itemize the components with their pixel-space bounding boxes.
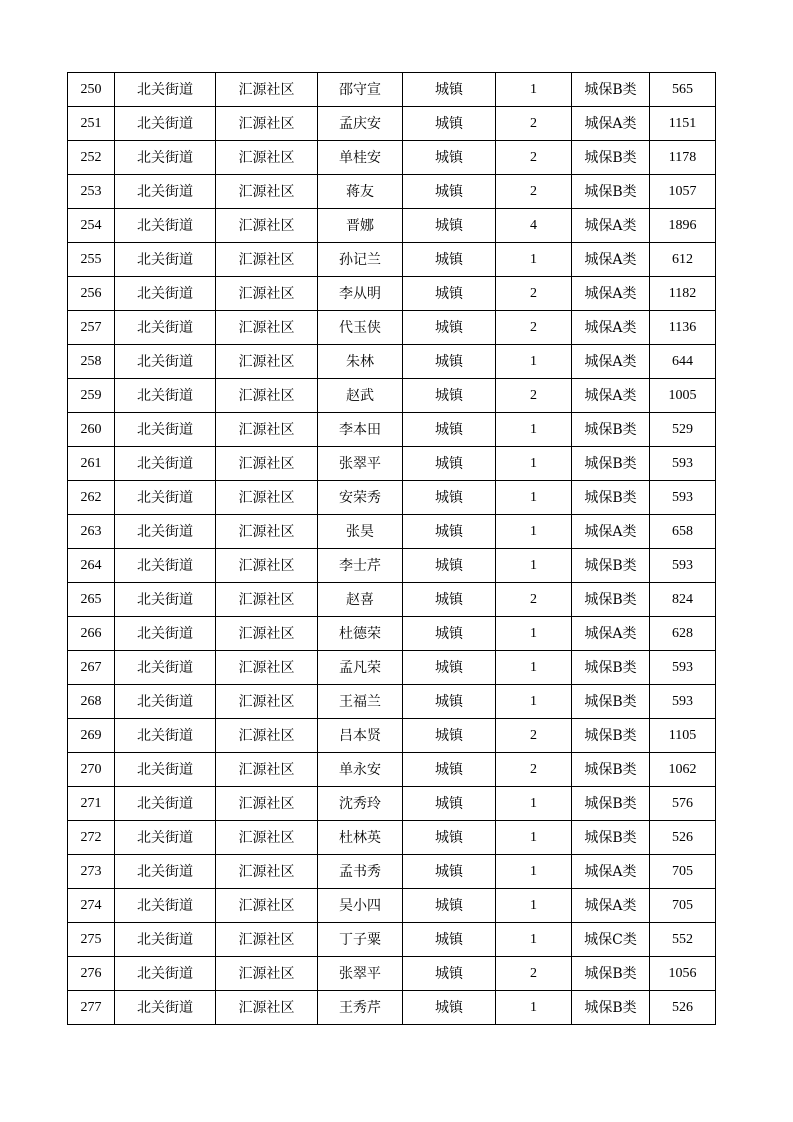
serial-number-cell: 262: [68, 481, 115, 515]
insurance-category-cell: 城保A类: [572, 277, 650, 311]
insurance-category-cell: 城保A类: [572, 379, 650, 413]
community-cell: 汇源社区: [216, 991, 318, 1025]
name-cell: 吴小四: [318, 889, 403, 923]
household-size-cell: 1: [496, 617, 572, 651]
serial-number-cell: 275: [68, 923, 115, 957]
table-row: [68, 107, 716, 141]
household-type-cell: 城镇: [403, 991, 496, 1025]
serial-number-cell: 261: [68, 447, 115, 481]
name-cell: 杜林英: [318, 821, 403, 855]
subdistrict-cell: 北关街道: [115, 889, 216, 923]
table-row: [68, 685, 716, 719]
community-cell: 汇源社区: [216, 243, 318, 277]
community-cell: 汇源社区: [216, 923, 318, 957]
household-size-cell: 1: [496, 651, 572, 685]
amount-cell: 1182: [650, 277, 716, 311]
household-type-cell: 城镇: [403, 753, 496, 787]
subdistrict-cell: 北关街道: [115, 957, 216, 991]
insurance-category-cell: 城保A类: [572, 515, 650, 549]
name-cell: 吕本贤: [318, 719, 403, 753]
household-size-cell: 2: [496, 379, 572, 413]
amount-cell: 593: [650, 447, 716, 481]
household-type-cell: 城镇: [403, 549, 496, 583]
table-row: [68, 175, 716, 209]
amount-cell: 576: [650, 787, 716, 821]
table-row: [68, 379, 716, 413]
household-size-cell: 4: [496, 209, 572, 243]
household-type-cell: 城镇: [403, 379, 496, 413]
serial-number-cell: 263: [68, 515, 115, 549]
amount-cell: 1005: [650, 379, 716, 413]
subdistrict-cell: 北关街道: [115, 855, 216, 889]
amount-cell: 658: [650, 515, 716, 549]
household-type-cell: 城镇: [403, 345, 496, 379]
insurance-category-cell: 城保A类: [572, 243, 650, 277]
community-cell: 汇源社区: [216, 277, 318, 311]
insurance-category-cell: 城保A类: [572, 345, 650, 379]
table-row: [68, 991, 716, 1025]
insurance-category-cell: 城保A类: [572, 311, 650, 345]
name-cell: 孟凡荣: [318, 651, 403, 685]
household-size-cell: 1: [496, 345, 572, 379]
subdistrict-cell: 北关街道: [115, 243, 216, 277]
insurance-category-cell: 城保B类: [572, 175, 650, 209]
table-row: [68, 73, 716, 107]
amount-cell: 1896: [650, 209, 716, 243]
community-cell: 汇源社区: [216, 651, 318, 685]
subdistrict-cell: 北关街道: [115, 175, 216, 209]
household-size-cell: 1: [496, 855, 572, 889]
serial-number-cell: 258: [68, 345, 115, 379]
serial-number-cell: 250: [68, 73, 115, 107]
table-row: [68, 481, 716, 515]
serial-number-cell: 272: [68, 821, 115, 855]
insurance-category-cell: 城保B类: [572, 73, 650, 107]
amount-cell: 628: [650, 617, 716, 651]
table-row: [68, 651, 716, 685]
insurance-category-cell: 城保B类: [572, 753, 650, 787]
amount-cell: 1105: [650, 719, 716, 753]
subdistrict-cell: 北关街道: [115, 821, 216, 855]
name-cell: 孟书秀: [318, 855, 403, 889]
subdistrict-cell: 北关街道: [115, 515, 216, 549]
household-type-cell: 城镇: [403, 175, 496, 209]
serial-number-cell: 267: [68, 651, 115, 685]
serial-number-cell: 253: [68, 175, 115, 209]
amount-cell: 526: [650, 821, 716, 855]
household-size-cell: 1: [496, 413, 572, 447]
community-cell: 汇源社区: [216, 889, 318, 923]
table-row: [68, 209, 716, 243]
household-type-cell: 城镇: [403, 821, 496, 855]
household-size-cell: 1: [496, 447, 572, 481]
serial-number-cell: 277: [68, 991, 115, 1025]
household-size-cell: 2: [496, 107, 572, 141]
household-type-cell: 城镇: [403, 923, 496, 957]
household-type-cell: 城镇: [403, 617, 496, 651]
household-type-cell: 城镇: [403, 957, 496, 991]
serial-number-cell: 265: [68, 583, 115, 617]
community-cell: 汇源社区: [216, 311, 318, 345]
name-cell: 邵守宣: [318, 73, 403, 107]
household-size-cell: 2: [496, 277, 572, 311]
amount-cell: 529: [650, 413, 716, 447]
subdistrict-cell: 北关街道: [115, 209, 216, 243]
name-cell: 丁子粟: [318, 923, 403, 957]
household-type-cell: 城镇: [403, 583, 496, 617]
table-row: [68, 923, 716, 957]
table-row: [68, 583, 716, 617]
household-type-cell: 城镇: [403, 311, 496, 345]
amount-cell: 1151: [650, 107, 716, 141]
amount-cell: 1056: [650, 957, 716, 991]
community-cell: 汇源社区: [216, 345, 318, 379]
subdistrict-cell: 北关街道: [115, 345, 216, 379]
serial-number-cell: 266: [68, 617, 115, 651]
amount-cell: 565: [650, 73, 716, 107]
amount-cell: 824: [650, 583, 716, 617]
subdistrict-cell: 北关街道: [115, 549, 216, 583]
household-size-cell: 1: [496, 73, 572, 107]
amount-cell: 593: [650, 651, 716, 685]
amount-cell: 1062: [650, 753, 716, 787]
community-cell: 汇源社区: [216, 141, 318, 175]
amount-cell: 612: [650, 243, 716, 277]
amount-cell: 705: [650, 855, 716, 889]
amount-cell: 1178: [650, 141, 716, 175]
serial-number-cell: 259: [68, 379, 115, 413]
subdistrict-cell: 北关街道: [115, 277, 216, 311]
community-cell: 汇源社区: [216, 549, 318, 583]
amount-cell: 593: [650, 481, 716, 515]
table-row: [68, 549, 716, 583]
community-cell: 汇源社区: [216, 821, 318, 855]
serial-number-cell: 254: [68, 209, 115, 243]
insurance-category-cell: 城保B类: [572, 787, 650, 821]
serial-number-cell: 271: [68, 787, 115, 821]
amount-cell: 1136: [650, 311, 716, 345]
community-cell: 汇源社区: [216, 209, 318, 243]
insurance-category-cell: 城保A类: [572, 617, 650, 651]
household-size-cell: 2: [496, 957, 572, 991]
subdistrict-cell: 北关街道: [115, 447, 216, 481]
name-cell: 朱林: [318, 345, 403, 379]
household-size-cell: 1: [496, 923, 572, 957]
serial-number-cell: 252: [68, 141, 115, 175]
household-type-cell: 城镇: [403, 277, 496, 311]
household-type-cell: 城镇: [403, 855, 496, 889]
community-cell: 汇源社区: [216, 515, 318, 549]
insurance-category-cell: 城保B类: [572, 719, 650, 753]
name-cell: 晋娜: [318, 209, 403, 243]
household-size-cell: 1: [496, 889, 572, 923]
insurance-category-cell: 城保B类: [572, 413, 650, 447]
table-row: [68, 141, 716, 175]
household-size-cell: 2: [496, 175, 572, 209]
household-type-cell: 城镇: [403, 889, 496, 923]
insurance-category-cell: 城保B类: [572, 141, 650, 175]
table-row: [68, 311, 716, 345]
subdistrict-cell: 北关街道: [115, 583, 216, 617]
serial-number-cell: 268: [68, 685, 115, 719]
household-size-cell: 2: [496, 753, 572, 787]
name-cell: 孙记兰: [318, 243, 403, 277]
amount-cell: 644: [650, 345, 716, 379]
household-type-cell: 城镇: [403, 447, 496, 481]
insurance-category-cell: 城保B类: [572, 651, 650, 685]
household-size-cell: 1: [496, 515, 572, 549]
household-type-cell: 城镇: [403, 481, 496, 515]
insurance-category-cell: 城保B类: [572, 685, 650, 719]
subdistrict-cell: 北关街道: [115, 923, 216, 957]
name-cell: 杜德荣: [318, 617, 403, 651]
serial-number-cell: 276: [68, 957, 115, 991]
community-cell: 汇源社区: [216, 175, 318, 209]
household-type-cell: 城镇: [403, 243, 496, 277]
community-cell: 汇源社区: [216, 719, 318, 753]
community-cell: 汇源社区: [216, 447, 318, 481]
name-cell: 单永安: [318, 753, 403, 787]
table-row: [68, 277, 716, 311]
table-row: [68, 787, 716, 821]
insurance-category-cell: 城保B类: [572, 991, 650, 1025]
table-row: [68, 617, 716, 651]
household-size-cell: 1: [496, 549, 572, 583]
amount-cell: 705: [650, 889, 716, 923]
insurance-category-cell: 城保A类: [572, 107, 650, 141]
household-type-cell: 城镇: [403, 209, 496, 243]
subdistrict-cell: 北关街道: [115, 617, 216, 651]
subdistrict-cell: 北关街道: [115, 719, 216, 753]
household-type-cell: 城镇: [403, 413, 496, 447]
household-size-cell: 1: [496, 243, 572, 277]
household-type-cell: 城镇: [403, 651, 496, 685]
community-cell: 汇源社区: [216, 481, 318, 515]
serial-number-cell: 264: [68, 549, 115, 583]
serial-number-cell: 256: [68, 277, 115, 311]
name-cell: 孟庆安: [318, 107, 403, 141]
community-cell: 汇源社区: [216, 583, 318, 617]
insurance-category-cell: 城保B类: [572, 583, 650, 617]
serial-number-cell: 274: [68, 889, 115, 923]
household-type-cell: 城镇: [403, 73, 496, 107]
household-type-cell: 城镇: [403, 107, 496, 141]
household-size-cell: 2: [496, 311, 572, 345]
household-type-cell: 城镇: [403, 719, 496, 753]
serial-number-cell: 257: [68, 311, 115, 345]
name-cell: 赵武: [318, 379, 403, 413]
table-row: [68, 753, 716, 787]
amount-cell: 552: [650, 923, 716, 957]
subdistrict-cell: 北关街道: [115, 107, 216, 141]
table-row: [68, 957, 716, 991]
household-size-cell: 2: [496, 583, 572, 617]
name-cell: 张翠平: [318, 957, 403, 991]
name-cell: 张昊: [318, 515, 403, 549]
name-cell: 李士芹: [318, 549, 403, 583]
amount-cell: 593: [650, 549, 716, 583]
table-row: [68, 719, 716, 753]
subdistrict-cell: 北关街道: [115, 685, 216, 719]
household-size-cell: 1: [496, 685, 572, 719]
name-cell: 单桂安: [318, 141, 403, 175]
data-table: [67, 72, 716, 1025]
insurance-category-cell: 城保B类: [572, 481, 650, 515]
community-cell: 汇源社区: [216, 617, 318, 651]
household-size-cell: 1: [496, 787, 572, 821]
name-cell: 王福兰: [318, 685, 403, 719]
table-body: [68, 73, 716, 1025]
table-row: [68, 243, 716, 277]
amount-cell: 1057: [650, 175, 716, 209]
household-type-cell: 城镇: [403, 787, 496, 821]
name-cell: 张翠平: [318, 447, 403, 481]
subdistrict-cell: 北关街道: [115, 73, 216, 107]
subdistrict-cell: 北关街道: [115, 413, 216, 447]
community-cell: 汇源社区: [216, 957, 318, 991]
table-row: [68, 413, 716, 447]
subdistrict-cell: 北关街道: [115, 481, 216, 515]
name-cell: 蒋友: [318, 175, 403, 209]
name-cell: 赵喜: [318, 583, 403, 617]
community-cell: 汇源社区: [216, 413, 318, 447]
subdistrict-cell: 北关街道: [115, 991, 216, 1025]
community-cell: 汇源社区: [216, 787, 318, 821]
household-type-cell: 城镇: [403, 141, 496, 175]
amount-cell: 593: [650, 685, 716, 719]
table-row: [68, 345, 716, 379]
community-cell: 汇源社区: [216, 685, 318, 719]
subdistrict-cell: 北关街道: [115, 753, 216, 787]
name-cell: 沈秀玲: [318, 787, 403, 821]
community-cell: 汇源社区: [216, 379, 318, 413]
table-row: [68, 855, 716, 889]
name-cell: 李从明: [318, 277, 403, 311]
insurance-category-cell: 城保B类: [572, 447, 650, 481]
subdistrict-cell: 北关街道: [115, 141, 216, 175]
insurance-category-cell: 城保A类: [572, 889, 650, 923]
table-row: [68, 821, 716, 855]
household-size-cell: 2: [496, 141, 572, 175]
table-row: [68, 889, 716, 923]
amount-cell: 526: [650, 991, 716, 1025]
household-size-cell: 1: [496, 991, 572, 1025]
insurance-category-cell: 城保A类: [572, 855, 650, 889]
serial-number-cell: 269: [68, 719, 115, 753]
household-size-cell: 1: [496, 821, 572, 855]
name-cell: 王秀芹: [318, 991, 403, 1025]
insurance-category-cell: 城保B类: [572, 549, 650, 583]
household-type-cell: 城镇: [403, 685, 496, 719]
household-size-cell: 2: [496, 719, 572, 753]
insurance-category-cell: 城保B类: [572, 821, 650, 855]
household-type-cell: 城镇: [403, 515, 496, 549]
serial-number-cell: 273: [68, 855, 115, 889]
name-cell: 安荣秀: [318, 481, 403, 515]
household-size-cell: 1: [496, 481, 572, 515]
community-cell: 汇源社区: [216, 753, 318, 787]
serial-number-cell: 255: [68, 243, 115, 277]
table-row: [68, 447, 716, 481]
community-cell: 汇源社区: [216, 107, 318, 141]
name-cell: 李本田: [318, 413, 403, 447]
serial-number-cell: 251: [68, 107, 115, 141]
subdistrict-cell: 北关街道: [115, 651, 216, 685]
insurance-category-cell: 城保B类: [572, 957, 650, 991]
serial-number-cell: 260: [68, 413, 115, 447]
subdistrict-cell: 北关街道: [115, 379, 216, 413]
community-cell: 汇源社区: [216, 855, 318, 889]
community-cell: 汇源社区: [216, 73, 318, 107]
serial-number-cell: 270: [68, 753, 115, 787]
subdistrict-cell: 北关街道: [115, 787, 216, 821]
name-cell: 代玉侠: [318, 311, 403, 345]
subdistrict-cell: 北关街道: [115, 311, 216, 345]
insurance-category-cell: 城保A类: [572, 209, 650, 243]
table-row: [68, 515, 716, 549]
insurance-category-cell: 城保C类: [572, 923, 650, 957]
